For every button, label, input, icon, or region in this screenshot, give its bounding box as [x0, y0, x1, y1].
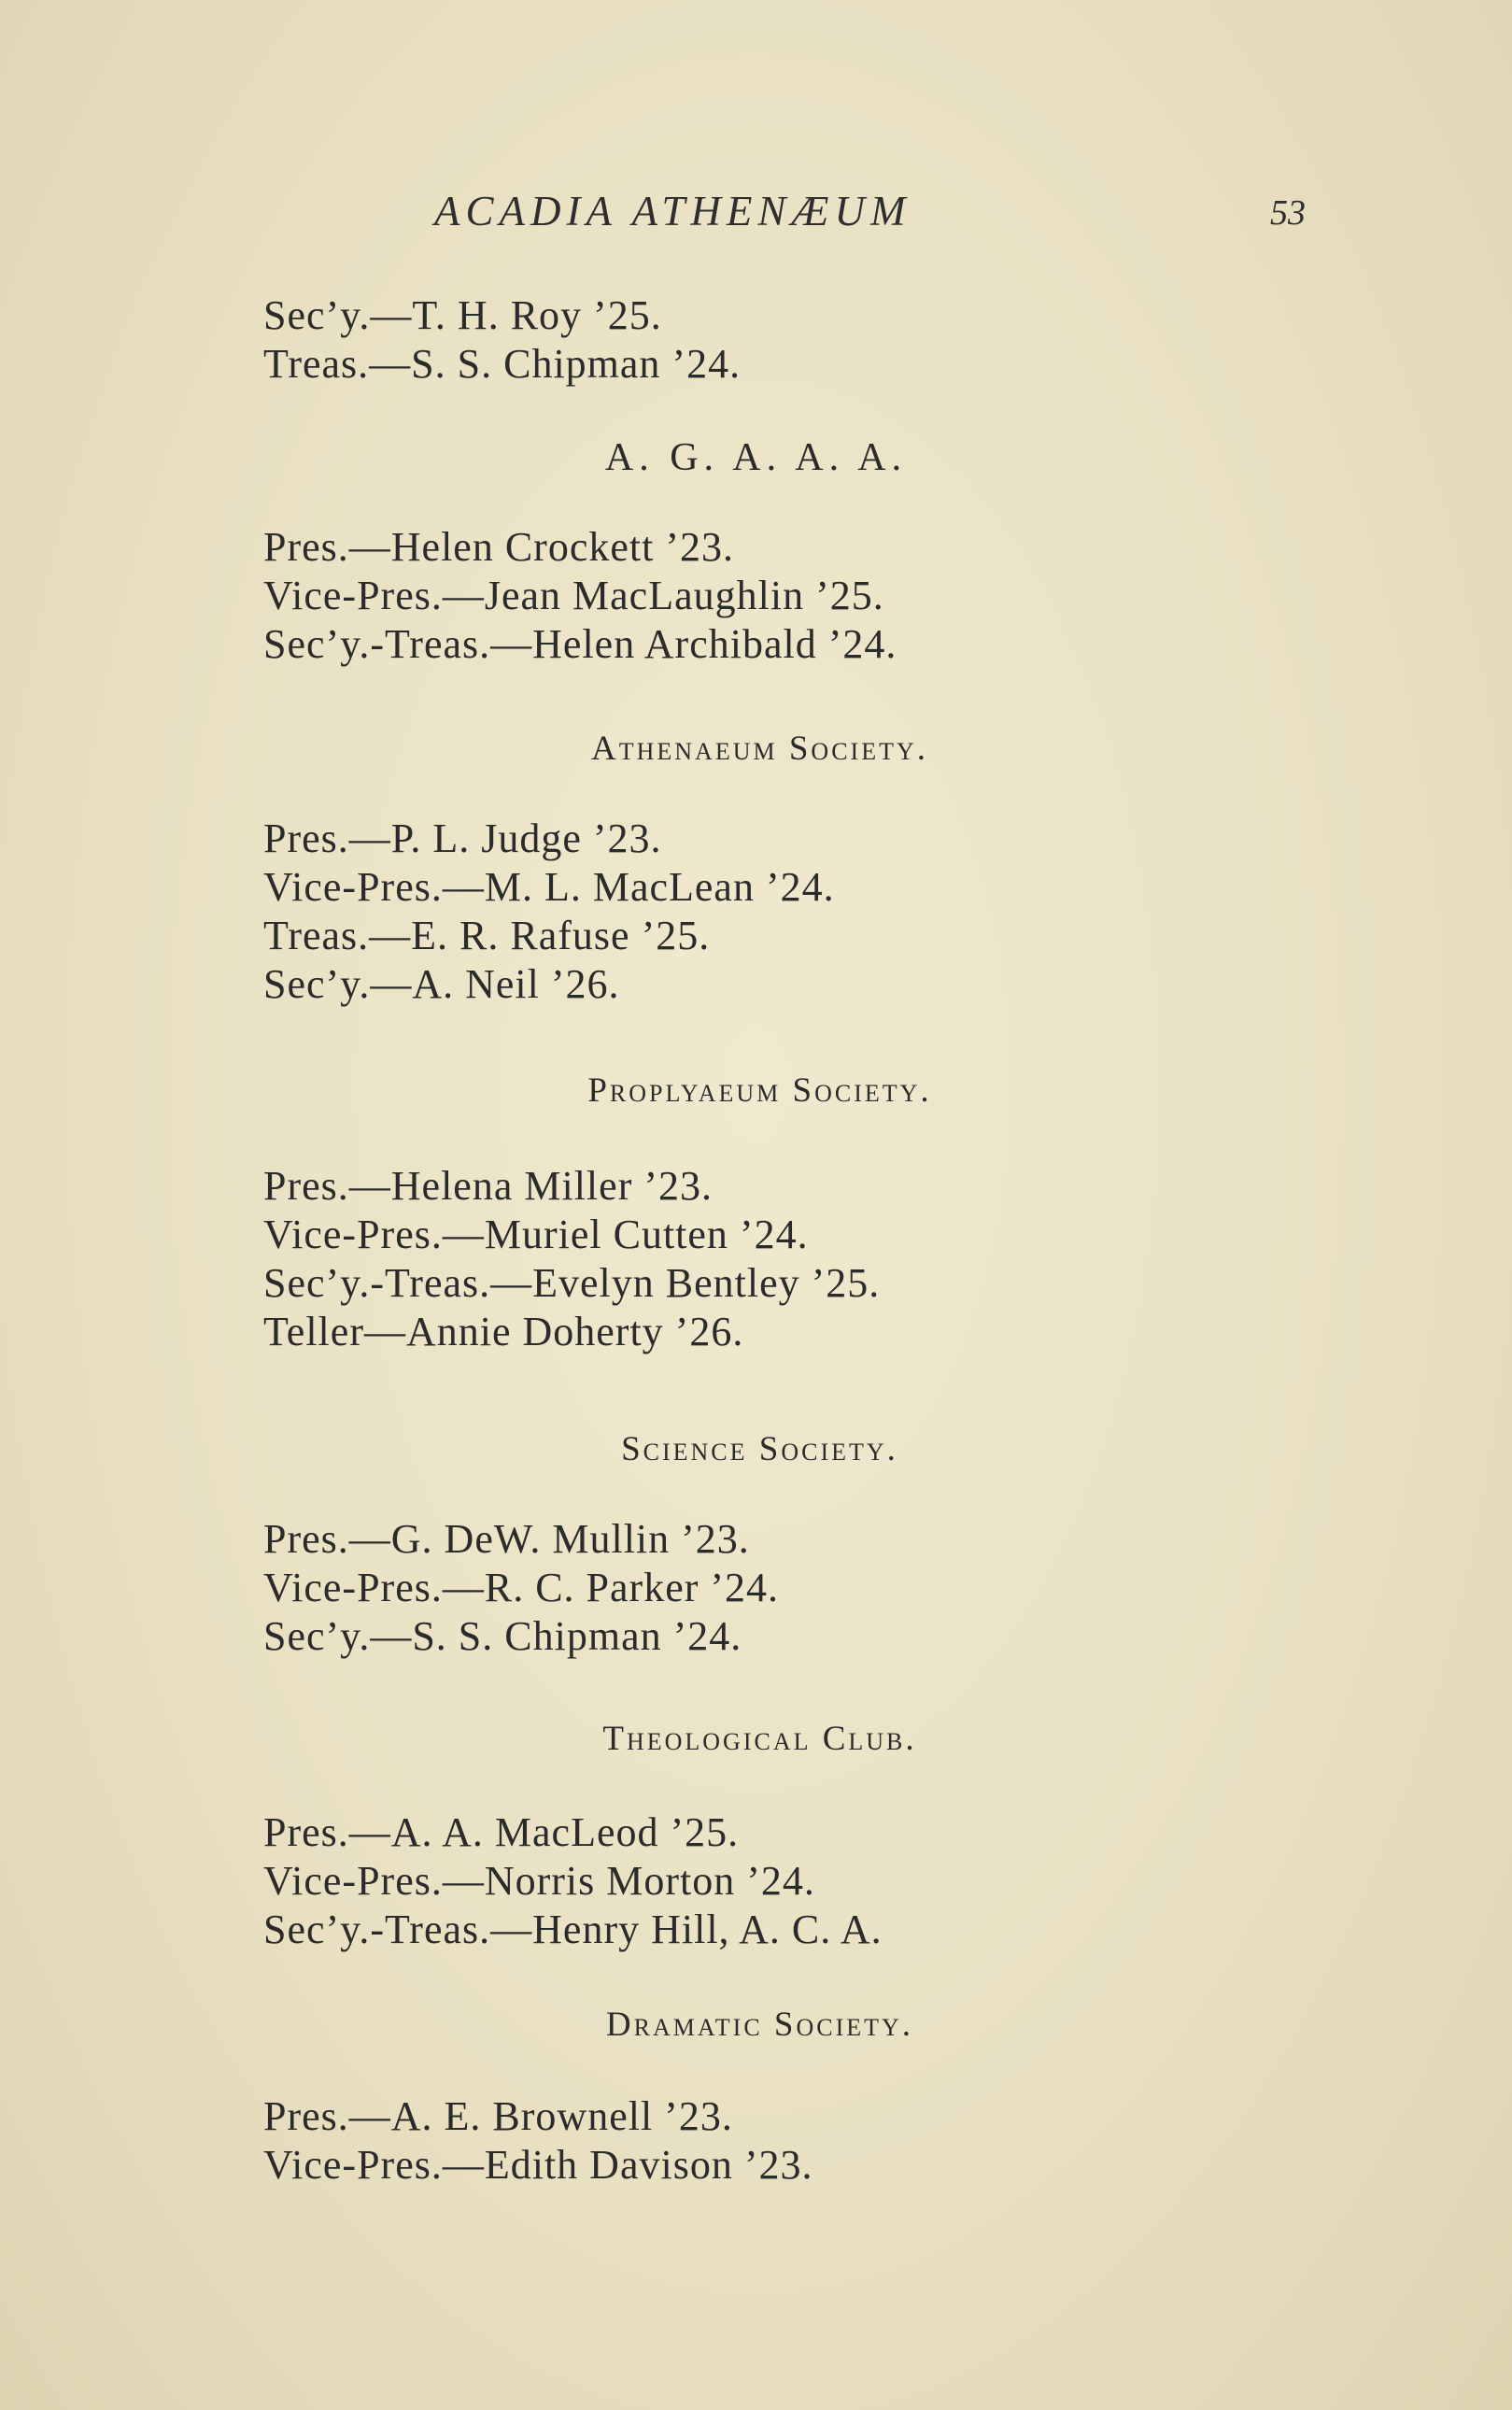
section-science-society	[263, 1515, 1291, 1661]
officer-line: Sec’y.-Treas.—Helen Archibald ’24.	[263, 621, 897, 667]
officer-line: Teller—Annie Doherty ’26.	[263, 1309, 744, 1354]
running-head	[0, 187, 1512, 243]
section-proplyaeum-society	[263, 1162, 1291, 1356]
officer-line: Sec’y.—T. H. Roy ’25.	[263, 292, 662, 338]
officer-line: Vice-Pres.—M. L. MacLean ’24.	[263, 864, 835, 910]
officer-line: Sec’y.—A. Neil ’26.	[263, 961, 620, 1007]
officer-line: Vice-Pres.—Norris Morton ’24.	[263, 1858, 815, 1904]
officer-line: Pres.—A. A. MacLeod ’25.	[263, 1809, 740, 1855]
officer-line: Vice-Pres.—Muriel Cutten ’24.	[263, 1212, 809, 1257]
section-heading-athenaeum-society: Athenaeum Society.	[591, 730, 928, 768]
officer-line: Pres.—Helena Miller ’23.	[263, 1163, 713, 1209]
running-title: ACADIA ATHENÆUM	[434, 188, 911, 234]
officer-line: Pres.—P. L. Judge ’23.	[263, 815, 662, 861]
officer-line: Sec’y.-Treas.—Evelyn Bentley ’25.	[263, 1260, 881, 1306]
section-theological-club	[263, 1808, 1291, 1954]
officer-line: Pres.—Helen Crockett ’23.	[263, 524, 734, 570]
officer-line: Sec’y.-Treas.—Henry Hill, A. C. A.	[263, 1907, 883, 1952]
officer-line: Vice-Pres.—Edith Davison ’23.	[263, 2142, 813, 2188]
section-heading-science-society: Science Society.	[621, 1430, 898, 1468]
officer-line: Vice-Pres.—Jean MacLaughlin ’25.	[263, 573, 884, 618]
officer-line: Pres.—A. E. Brownell ’23.	[263, 2093, 733, 2139]
officer-line: Sec’y.—S. S. Chipman ’24.	[263, 1613, 742, 1659]
section-dramatic-society	[263, 2092, 1291, 2190]
section-agaaa	[263, 523, 1291, 669]
section-heading-theological-club: Theological Club.	[602, 1720, 917, 1758]
section-heading-proplyaeum-society: Proplyaeum Society.	[587, 1071, 932, 1110]
section-heading-dramatic-society: Dramatic Society.	[605, 2006, 914, 2044]
section-heading-agaaa: A. G. A. A. A.	[604, 436, 908, 479]
section-athenaeum-society	[263, 815, 1291, 1009]
officer-line: Vice-Pres.—R. C. Parker ’24.	[263, 1565, 780, 1610]
officer-line: Treas.—S. S. Chipman ’24.	[263, 341, 742, 387]
intro-officers	[263, 291, 1291, 389]
officer-line: Treas.—E. R. Rafuse ’25.	[263, 913, 711, 958]
officer-line: Pres.—G. DeW. Mullin ’23.	[263, 1516, 750, 1562]
page-number: 53	[1270, 193, 1306, 233]
